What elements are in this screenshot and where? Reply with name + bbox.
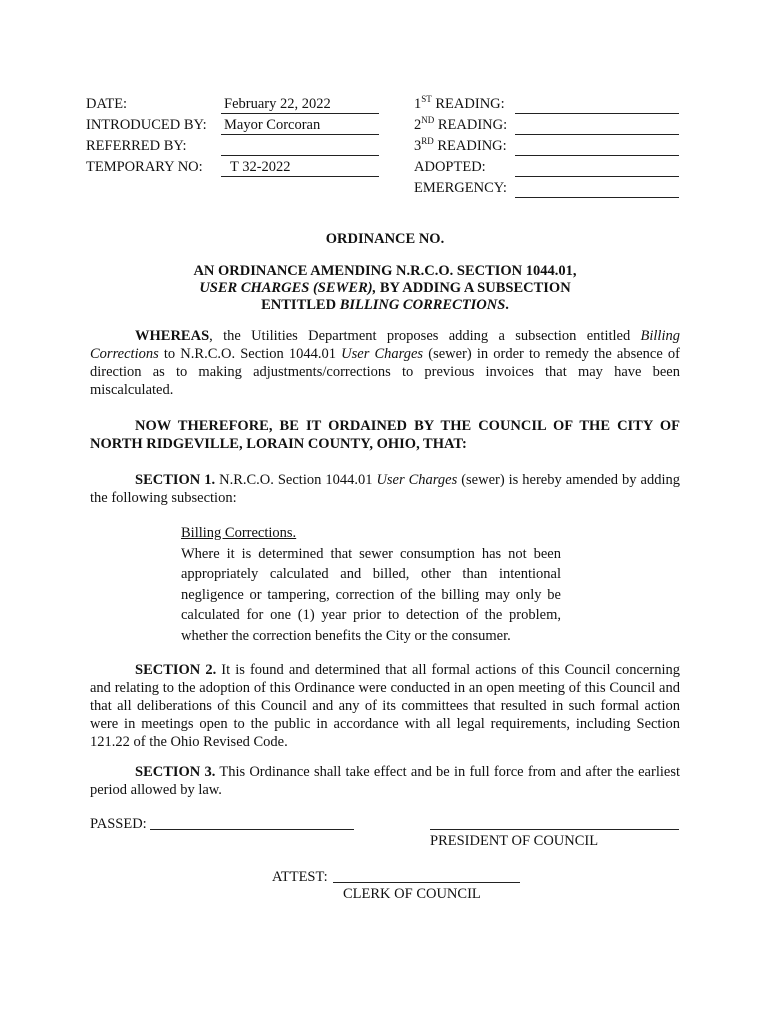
ordinance-title-line3: ENTITLED BILLING CORRECTIONS. <box>261 297 509 313</box>
attest-label: ATTEST: <box>272 869 328 885</box>
temporary-no-label: TEMPORARY NO: <box>86 159 203 175</box>
attest-signature-line <box>333 882 520 883</box>
subsection-body: Where it is determined that sewer consumption has not been appropriately calculated and billed, other than intentional negligence or tampering, correction of the billing may only be calculated for one (1) year prior to detection of the problem, whether the correction benefits the City or the consumer. <box>181 545 561 644</box>
ordinance-title-line1: AN ORDINANCE AMENDING N.R.C.O. SECTION 1044.01, <box>193 263 577 279</box>
date-label: DATE: <box>86 96 128 112</box>
emergency-underline <box>515 197 679 198</box>
date-underline <box>221 113 379 114</box>
date-value: February 22, 2022 <box>224 96 331 112</box>
whereas-paragraph: WHEREAS, the Utilities Department proposes adding a subsection entitled Billing Corrections to N.R.C.O. Section 1044.01 User Charges (sewer) in order to remedy the absence of direction as to making adjustments/corrections to previous invoices that may have been miscalculated. <box>90 328 680 398</box>
referred-by-label: REFERRED BY: <box>86 138 187 154</box>
introduced-by-label: INTRODUCED BY: <box>86 117 207 133</box>
second-reading-label: 2ND READING: <box>414 115 508 133</box>
first-reading-label: 1ST READING: <box>414 94 505 112</box>
emergency-label: EMERGENCY: <box>414 180 507 196</box>
third-reading-underline <box>515 155 679 156</box>
temporary-no-underline <box>221 176 379 177</box>
ordinance-title-line2: USER CHARGES (SEWER), BY ADDING A SUBSECTION <box>199 280 571 296</box>
president-signature-line <box>430 829 679 830</box>
referred-by-underline <box>221 155 379 156</box>
introduced-by-value: Mayor Corcoran <box>224 117 321 133</box>
second-reading-underline <box>515 134 679 135</box>
billing-corrections-subsection <box>181 523 561 646</box>
third-reading-label: 3RD READING: <box>414 136 507 154</box>
section-1-paragraph: SECTION 1. N.R.C.O. Section 1044.01 User Charges (sewer) is hereby amended by adding the following subsection: <box>90 472 680 506</box>
first-reading-underline <box>515 113 679 114</box>
passed-signature-line <box>150 829 354 830</box>
introduced-by-underline <box>221 134 379 135</box>
section-3-paragraph: SECTION 3. This Ordinance shall take effect and be in full force from and after the earliest period allowed by law. <box>90 764 680 798</box>
temporary-no-value: T 32-2022 <box>230 159 291 175</box>
now-therefore-paragraph: NOW THEREFORE, BE IT ORDAINED BY THE COUNCIL OF THE CITY OF NORTH RIDGEVILLE, LORAIN COUNTY, OHIO, THAT: <box>90 418 680 452</box>
adopted-label: ADOPTED: <box>414 159 486 175</box>
subsection-title: Billing Corrections. <box>181 525 297 541</box>
passed-label: PASSED: <box>90 816 147 832</box>
section-2-paragraph: SECTION 2. It is found and determined that all formal actions of this Council concerning and relating to the adoption of this Ordinance were conducted in an open meeting of this Council and that all deliberations of this Council and any of its committees that resulted in such formal action were in meetings open to the public in accordance with all legal requirements, including Section 121.22 of the Ohio Revised Code. <box>90 662 680 750</box>
ordinance-number-heading: ORDINANCE NO. <box>325 231 445 247</box>
adopted-underline <box>515 176 679 177</box>
clerk-of-council-label: CLERK OF COUNCIL <box>343 886 481 902</box>
president-of-council-label: PRESIDENT OF COUNCIL <box>430 833 599 849</box>
